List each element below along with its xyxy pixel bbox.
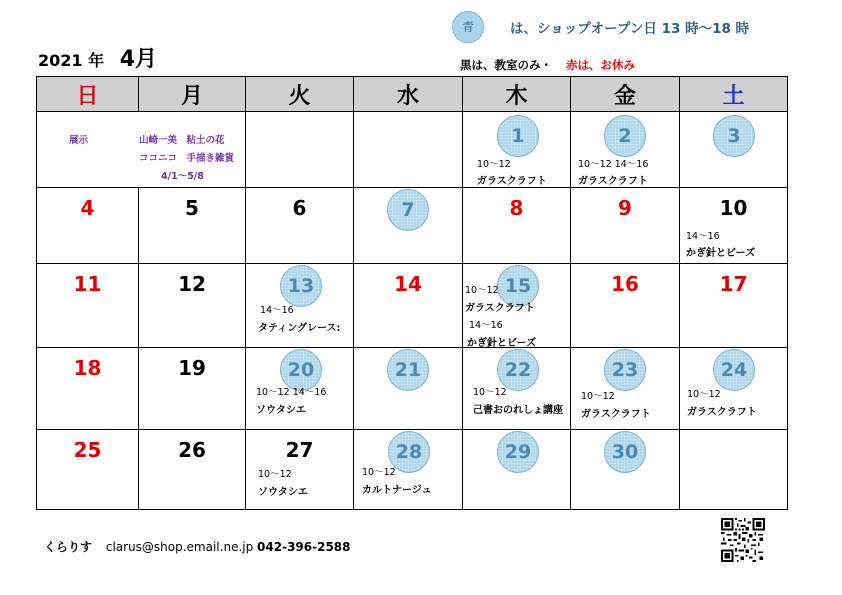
- shop-name: くらりす: [44, 540, 93, 554]
- day-cell-30: [571, 430, 680, 510]
- exhibit-label: 展示: [69, 135, 89, 146]
- month-label: 4月: [119, 47, 157, 72]
- weekday-tue: 火: [246, 77, 354, 112]
- week-row: [37, 188, 788, 264]
- day-number: 19: [178, 356, 206, 380]
- day-cell-16: [571, 264, 680, 348]
- day-cell-9: [571, 188, 680, 264]
- class-name: 己書おのれしょ講座: [473, 405, 563, 416]
- qr-code-icon[interactable]: [721, 518, 765, 562]
- day-number: 28: [395, 441, 423, 463]
- day-cell-22: [463, 348, 571, 430]
- day-cell-11: [37, 264, 139, 348]
- day-number: 5: [185, 196, 199, 220]
- day-number: 7: [401, 199, 415, 221]
- day-number: 6: [292, 196, 307, 220]
- class-time: 10～12 14～16: [256, 387, 327, 398]
- day-number: 18: [73, 356, 102, 380]
- day-number: 16: [611, 272, 639, 296]
- day-cell-2: [571, 112, 680, 188]
- class-name: かぎ針とビーズ: [686, 248, 756, 259]
- exhibit-line1: 山崎一美 粘土の花: [139, 135, 225, 146]
- day-cell-7: [354, 188, 463, 264]
- class-name: カルトナージュ: [362, 485, 432, 496]
- weekday-mon: 月: [139, 77, 246, 112]
- legend-black-text: 黒は、教室のみ・: [460, 58, 552, 72]
- class-time: 14～16: [260, 305, 294, 316]
- empty-cell: [246, 112, 354, 188]
- class-name: タティングレース:: [258, 323, 341, 334]
- open-day-marker: [604, 431, 646, 473]
- class-name: ガラスクラフト: [581, 409, 651, 420]
- day-cell-8: [463, 188, 571, 264]
- open-day-marker: [713, 349, 755, 391]
- legend-red-text: 赤は、お休み: [566, 58, 636, 72]
- open-day-marker: [497, 431, 539, 473]
- day-cell-15: [463, 264, 571, 348]
- open-day-marker: [280, 265, 322, 307]
- day-number: 14: [394, 272, 422, 296]
- open-day-marker: [713, 115, 755, 157]
- day-number: 8: [509, 196, 524, 220]
- open-day-marker: [604, 115, 646, 157]
- day-number: 30: [611, 441, 639, 463]
- weekday-header-row: [37, 77, 788, 112]
- day-number: 1: [511, 125, 525, 147]
- week-row: [37, 112, 788, 188]
- day-cell-19: [139, 348, 246, 430]
- class-time: 10～12: [465, 285, 499, 296]
- day-cell-5: [139, 188, 246, 264]
- day-number: 12: [178, 272, 206, 296]
- class-name: かぎ針とビーズ: [467, 338, 537, 349]
- class-name: ガラスクラフト: [687, 407, 757, 418]
- calendar-title: [38, 42, 157, 73]
- day-number: 15: [504, 275, 532, 297]
- weekday-sun: 日: [37, 77, 139, 112]
- class-time: 10～12: [258, 469, 292, 480]
- weekday-fri: 金: [571, 77, 680, 112]
- legend-blue-circle: 青: [452, 11, 484, 43]
- calendar-grid: [36, 76, 788, 510]
- day-number: 20: [287, 359, 315, 381]
- day-cell-29: [463, 430, 571, 510]
- day-cell-14: [354, 264, 463, 348]
- day-number: 3: [727, 125, 741, 147]
- class-time: 10～12: [687, 389, 721, 400]
- class-name: ガラスクラフト: [465, 303, 535, 314]
- day-cell-12: [139, 264, 246, 348]
- day-number: 26: [178, 438, 206, 462]
- day-cell-3: [680, 112, 788, 188]
- day-cell-27: [246, 430, 354, 510]
- day-number: 27: [285, 438, 314, 462]
- weekday-wed: 水: [354, 77, 463, 112]
- day-number: 24: [720, 359, 748, 381]
- day-number: 10: [719, 196, 748, 220]
- day-cell-4: [37, 188, 139, 264]
- day-cell-6: [246, 188, 354, 264]
- day-number: 11: [73, 272, 102, 296]
- day-number: 29: [504, 441, 532, 463]
- day-cell-20: [246, 348, 354, 430]
- year-label: 2021 年: [38, 51, 105, 70]
- open-day-marker: [604, 349, 646, 391]
- weekday-sat: 土: [680, 77, 788, 112]
- day-number: 25: [73, 438, 102, 462]
- class-time: 14～16: [686, 231, 720, 242]
- exhibit-cell: [37, 112, 246, 188]
- day-number: 21: [394, 359, 422, 381]
- day-cell-26: [139, 430, 246, 510]
- week-row: [37, 348, 788, 430]
- class-name: ソウタシエ: [258, 487, 308, 498]
- empty-cell: [354, 112, 463, 188]
- legend-class-closed: [460, 57, 635, 73]
- day-cell-21: [354, 348, 463, 430]
- day-number: 17: [719, 272, 748, 296]
- day-number: 13: [287, 275, 315, 297]
- day-cell-28: [354, 430, 463, 510]
- phone-number[interactable]: 042-396-2588: [257, 540, 351, 554]
- exhibit-dates: 4/1～5/8: [161, 171, 204, 182]
- day-cell-24: [680, 348, 788, 430]
- day-cell-13: [246, 264, 354, 348]
- footer-contact: [44, 538, 351, 555]
- open-day-marker: [387, 349, 429, 391]
- day-cell-10: [680, 188, 788, 264]
- class-time: 10～12: [473, 387, 507, 398]
- weekday-thu: 木: [463, 77, 571, 112]
- week-row: [37, 264, 788, 348]
- class-name: ガラスクラフト: [578, 176, 648, 187]
- class-time: 10～12: [581, 391, 615, 402]
- week-row: [37, 430, 788, 510]
- class-name: ガラスクラフト: [477, 176, 547, 187]
- open-day-marker: [497, 115, 539, 157]
- day-number: 22: [504, 359, 532, 381]
- open-day-marker: [387, 189, 429, 231]
- legend-open-text: は、ショップオープン日 13 時～18 時: [510, 21, 750, 37]
- class-time: 14～16: [469, 320, 503, 331]
- class-time: 10～12 14～16: [578, 159, 649, 170]
- exhibit-line2: ココニコ 手描き雑貨: [139, 153, 235, 164]
- day-number: 2: [618, 125, 632, 147]
- day-number: 4: [80, 196, 95, 220]
- empty-cell: [680, 430, 788, 510]
- class-name: ソウタシエ: [256, 405, 306, 416]
- email-address[interactable]: clarus@shop.email.ne.jp: [105, 540, 254, 554]
- class-time: 10～12: [477, 159, 511, 170]
- day-cell-25: [37, 430, 139, 510]
- day-number: 23: [611, 359, 639, 381]
- day-cell-17: [680, 264, 788, 348]
- day-cell-18: [37, 348, 139, 430]
- day-cell-1: [463, 112, 571, 188]
- day-number: 9: [618, 196, 632, 220]
- class-time: 10～12: [362, 467, 396, 478]
- day-cell-23: [571, 348, 680, 430]
